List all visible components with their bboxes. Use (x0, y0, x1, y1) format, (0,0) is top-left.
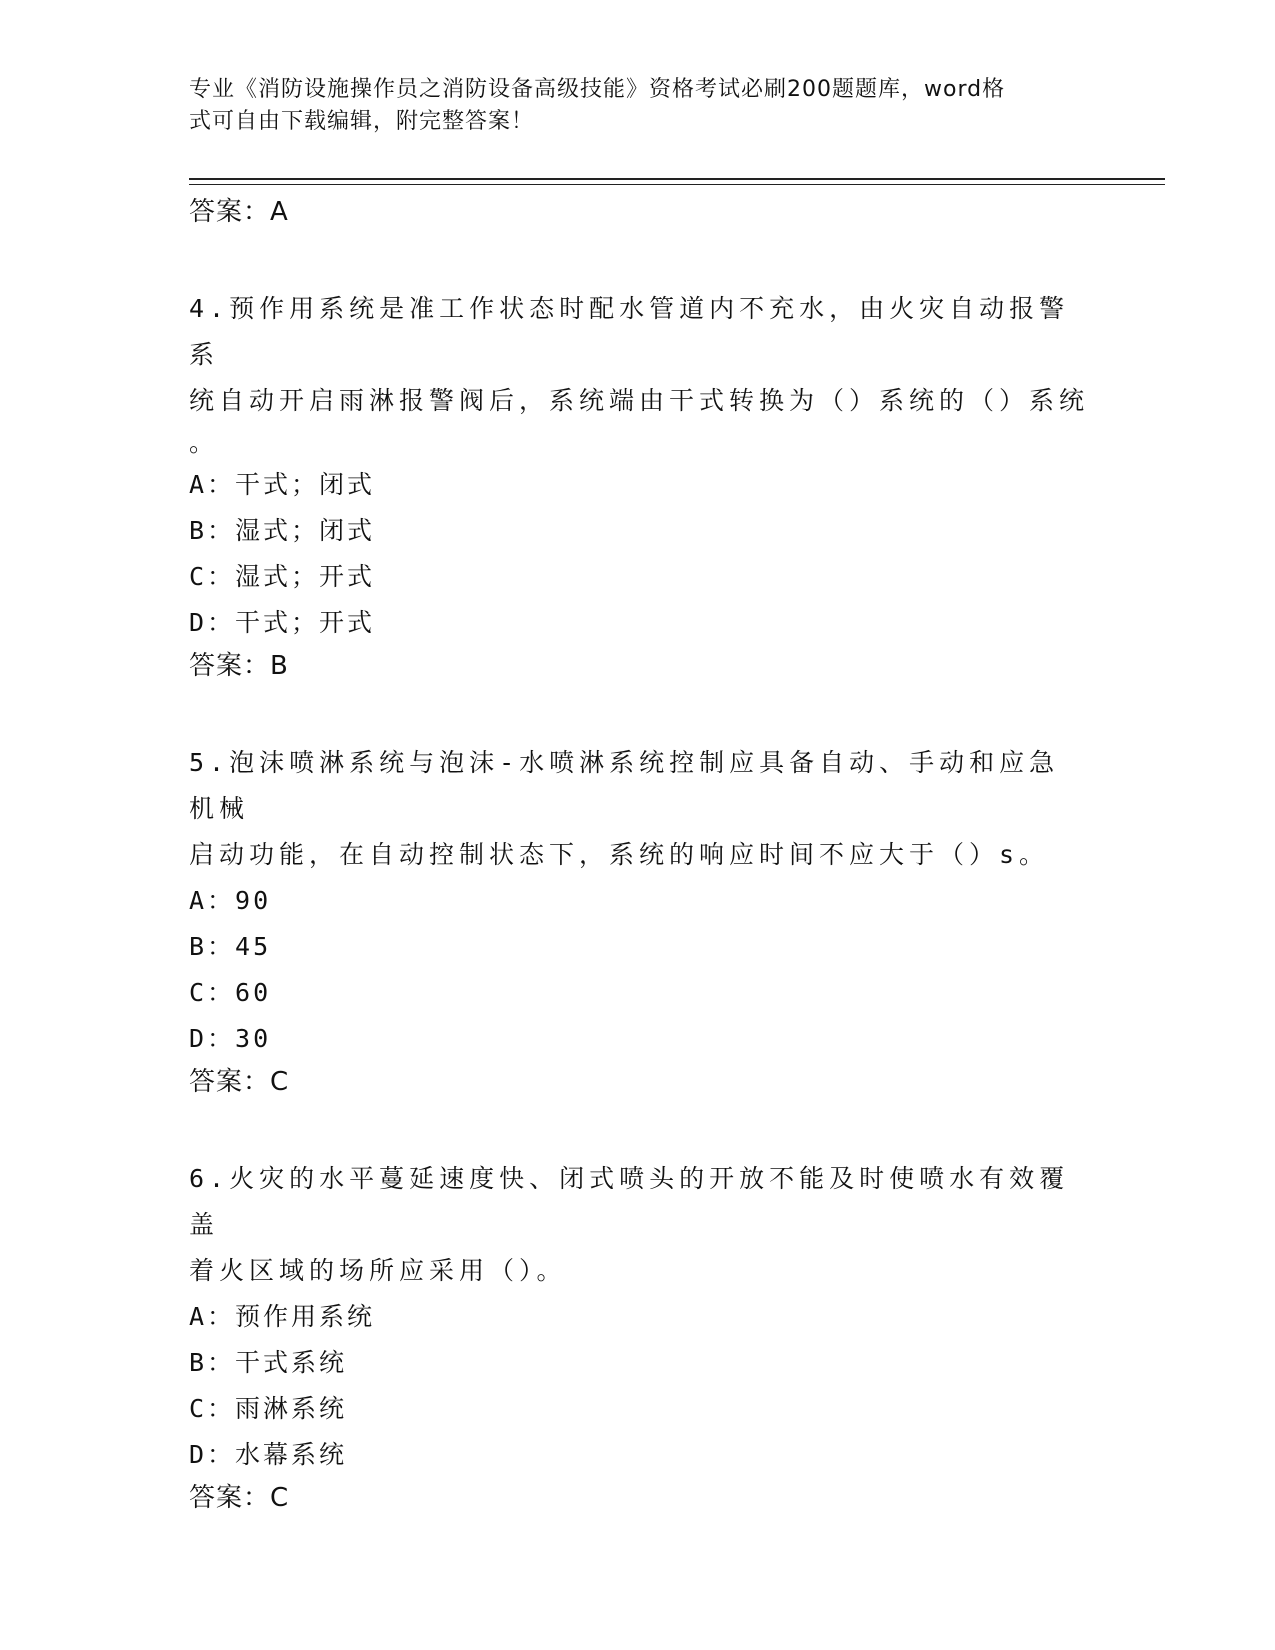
question-block (189, 286, 1089, 686)
answer: 答案：C (189, 1067, 290, 1097)
answer: 答案：B (189, 651, 289, 681)
header-divider-thick (189, 178, 1165, 180)
question-block (189, 1156, 1089, 1518)
option-a: A：干式；闭式 (189, 470, 376, 499)
question-line: 着火区域的场所应采用（）。 (189, 1256, 567, 1285)
document-body (189, 192, 1089, 1518)
option-b: B：湿式；闭式 (189, 516, 376, 545)
option-d: D：30 (189, 1024, 272, 1053)
question-text (189, 286, 1089, 462)
option-d: D：水幕系统 (189, 1440, 348, 1469)
question-line: 6.火灾的水平蔓延速度快、闭式喷头的开放不能及时使喷水有效覆盖 (189, 1164, 1070, 1239)
option-a: A：预作用系统 (189, 1302, 376, 1331)
question-line: 启动功能，在自动控制状态下，系统的响应时间不应大于（）s。 (189, 840, 1050, 869)
question-line: 5.泡沫喷淋系统与泡沫-水喷淋系统控制应具备自动、手动和应急机械 (189, 748, 1060, 823)
question-line: 4.预作用系统是准工作状态时配水管道内不充水，由火灾自动报警系 (189, 294, 1070, 369)
question-line: 统自动开启雨淋报警阀后，系统端由干式转换为（）系统的（）系统 (189, 386, 1090, 415)
previous-answer: 答案：A (189, 197, 289, 227)
option-d: D：干式；开式 (189, 608, 376, 637)
question-text (189, 740, 1089, 878)
option-b: B：45 (189, 932, 272, 961)
header-line-2: 式可自由下载编辑，附完整答案！ (189, 109, 535, 134)
option-b: B：干式系统 (189, 1348, 348, 1377)
option-c: C：60 (189, 978, 272, 1007)
question-line: 。 (189, 428, 220, 457)
question-block (189, 740, 1089, 1102)
option-c: C：雨淋系统 (189, 1394, 348, 1423)
question-text (189, 1156, 1089, 1294)
header-line-1: 专业《消防设施操作员之消防设备高级技能》资格考试必刷200题题库，word格 (189, 77, 1006, 102)
document-header (189, 74, 1089, 138)
option-a: A：90 (189, 886, 272, 915)
answer: 答案：C (189, 1483, 290, 1513)
header-divider-thin (189, 184, 1165, 185)
option-c: C：湿式；开式 (189, 562, 376, 591)
